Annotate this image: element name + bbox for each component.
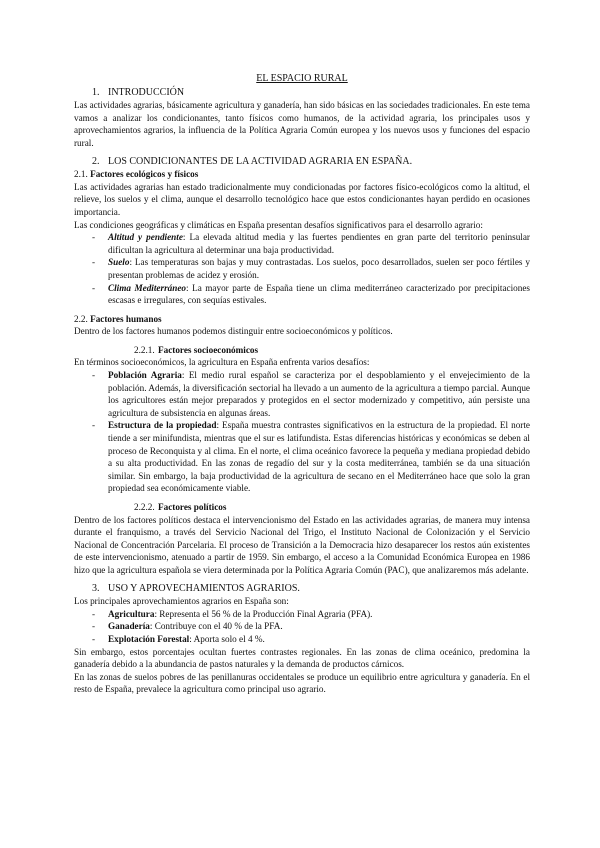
list-item-text: : El medio rural español se caracteriza por el despoblamiento y el envejecimiento de la población. Además, la diversificación sectorial ha llevado a un aumento de la agricultura a tiempo parcial. Aunque los agricultores están mejor preparados y protegidos en el sector modernizado y competitivo, aún persiste una agricultura de subsistencia en algunas áreas.: [108, 370, 530, 418]
list-marker: -: [92, 370, 96, 381]
list-marker: -: [92, 420, 96, 431]
section-number: 1.: [92, 86, 100, 98]
list-item: [74, 633, 530, 646]
list-item: [74, 231, 530, 256]
subsection-title: Factores humanos: [90, 313, 162, 324]
list-marker: -: [92, 232, 96, 243]
list-marker: -: [92, 608, 96, 619]
list-item-text: : España muestra contrastes significativos en la estructura de la propiedad. El norte tiende a ser minifundista, mientras que el sur es latifundista. Estas diferencias históricas y económicas se deben al proceso de Reconquista y al clima. En el norte, el clima oceánico favorece la pequeña y mediana propiedad debido a su alta productividad. En las zonas de regadío del sur y la costa mediterránea, también se da una situación similar. Sin embargo, la baja productividad de la agricultura de secano en el Mediterráneo hace que solo la gran propiedad sea económicamente viable.: [108, 420, 530, 494]
section-title: LOS CONDICIONANTES DE LA ACTIVIDAD AGRARIA EN ESPAÑA.: [108, 155, 413, 167]
subsection-number: 2.2.2.: [134, 502, 155, 512]
list-item-term: Clima Mediterráneo: [108, 282, 187, 293]
list-item-term: Ganadería: [108, 621, 150, 632]
section-3-paragraph-2: Sin embargo, estos porcentajes ocultan fuertes contrastes regionales. En las zonas de clima oceánico, predomina la ganadería debido a la abundancia de pastos naturales y la demanda de productos cárnicos.: [74, 646, 530, 670]
list-marker: -: [92, 633, 96, 644]
list-item-text: : La elevada altitud media y las fuertes pendientes en gran parte del territorio peninsular dificultan la agricultura al determinar una baja productividad.: [108, 232, 530, 255]
section-2-heading: [74, 156, 530, 169]
subsection-2-2-2-heading: [74, 501, 530, 514]
section-3-heading: [74, 583, 530, 596]
list-marker: -: [92, 257, 96, 268]
list-item: [74, 419, 530, 495]
list-item: [74, 608, 530, 621]
section-number: 3.: [92, 582, 100, 594]
list-item-term: Explotación Forestal: [108, 633, 190, 644]
list-item-text: : Aporta solo el 4 %.: [189, 633, 265, 644]
section-3-paragraph-3: En las zonas de suelos pobres de las penillanuras occidentales se produce un equilibrio entre agricultura y ganadería. En el resto de España, prevalece la agricultura como principal uso agrario.: [74, 671, 530, 695]
subsection-2-1-heading: [74, 168, 530, 181]
subsection-2-2-1-paragraph: En términos socioeconómicos, la agricultura en España enfrenta varios desafíos:: [74, 357, 370, 368]
section-number: 2.: [92, 155, 100, 167]
subsection-2-2-paragraph: Dentro de los factores humanos podemos distinguir entre socioeconómicos y políticos.: [74, 326, 393, 337]
list-item-term: Agricultura: [108, 608, 155, 619]
list-item-term: Altitud y pendiente: [108, 232, 183, 243]
list-item-term: Estructura de la propiedad: [108, 420, 217, 431]
list-item-text: : Representa el 56 % de la Producción Final Agraria (PFA).: [154, 608, 373, 619]
list-item-text: : Contribuye con el 40 % de la PFA.: [149, 621, 283, 632]
section-1-heading: [74, 87, 530, 100]
section-title: USO Y APROVECHAMIENTOS AGRARIOS.: [108, 582, 300, 594]
subsection-2-2-1-heading: [74, 344, 530, 357]
list-marker: -: [92, 282, 96, 293]
subsection-2-2-2-paragraph: Dentro de los factores políticos destaca el intervencionismo del Estado en las actividades agrarias, de manera muy intensa durante el franquismo, a través del Servicio Nacional del Trigo, el Instituto Nacional de Colonización y el Servicio Nacional de Concentración Parcelaria. El proceso de Transición a la Democracia hizo desaparecer los restos aún existentes de este intervencionismo, atenuado a partir de 1959. Sin embargo, el acceso a la Comunidad Económica Europea en 1986 hizo que la agricultura española se viera determinada por la Política Agraria Común (PAC), que analizaremos más adelante.: [74, 514, 530, 575]
document-title: EL ESPACIO RURAL: [256, 73, 348, 84]
subsection-number: 2.1.: [74, 169, 88, 180]
subsection-number: 2.2.: [74, 313, 88, 324]
list-item: [74, 256, 530, 281]
section-3-paragraph-1: Los principales aprovechamientos agrarios en España son:: [74, 596, 289, 607]
subsection-title: Factores políticos: [158, 502, 227, 512]
socioeconomic-factors-list: [74, 369, 530, 495]
subsection-2-2-heading: [74, 313, 530, 326]
subsection-title: Factores ecológicos y físicos: [90, 169, 199, 180]
list-item: [74, 282, 530, 307]
list-item-text: : La mayor parte de España tiene un clima mediterráneo caracterizado por precipitaciones escasas e irregulares, con sequías estivales.: [108, 282, 530, 306]
section-title: INTRODUCCIÓN: [108, 86, 185, 98]
document-content: [74, 73, 530, 696]
section-1-paragraph: Las actividades agrarias, básicamente agricultura y ganadería, han sido básicas en las sociedades tradicionales. En este tema vamos a analizar los condicionantes, tanto físicos como humanos, de la actividad agraria, los principales usos y aprovechamientos agrarios, la influencia de la Política Agraria Común europea y los nuevos usos y funciones del espacio rural.: [74, 100, 530, 148]
subsection-2-1-paragraph-1: Las actividades agrarias han estado tradicionalmente muy condicionadas por factores físico-ecológicos como la altitud, el relieve, los suelos y el clima, aunque el desarrollo tecnológico hace que estos condicionantes hayan perdido en ocasiones importancia.: [74, 181, 530, 217]
agrarian-uses-list: [74, 608, 530, 646]
subsection-number: 2.2.1.: [134, 344, 155, 355]
list-item-term: Población Agraria: [108, 370, 182, 381]
list-item: [74, 620, 530, 633]
subsection-2-1-paragraph-2: Las condiciones geográficas y climáticas en España presentan desafíos significativos para el desarrollo agrario:: [74, 219, 483, 230]
physical-factors-list: [74, 231, 530, 307]
list-item: [74, 369, 530, 419]
list-marker: -: [92, 621, 96, 632]
subsection-title: Factores socioeconómicos: [158, 344, 259, 355]
list-item-term: Suelo: [108, 257, 130, 268]
list-item-text: : Las temperaturas son bajas y muy contrastadas. Los suelos, poco desarrollados, suelen ser poco fértiles y presentan problemas de acidez y erosión.: [108, 257, 530, 280]
